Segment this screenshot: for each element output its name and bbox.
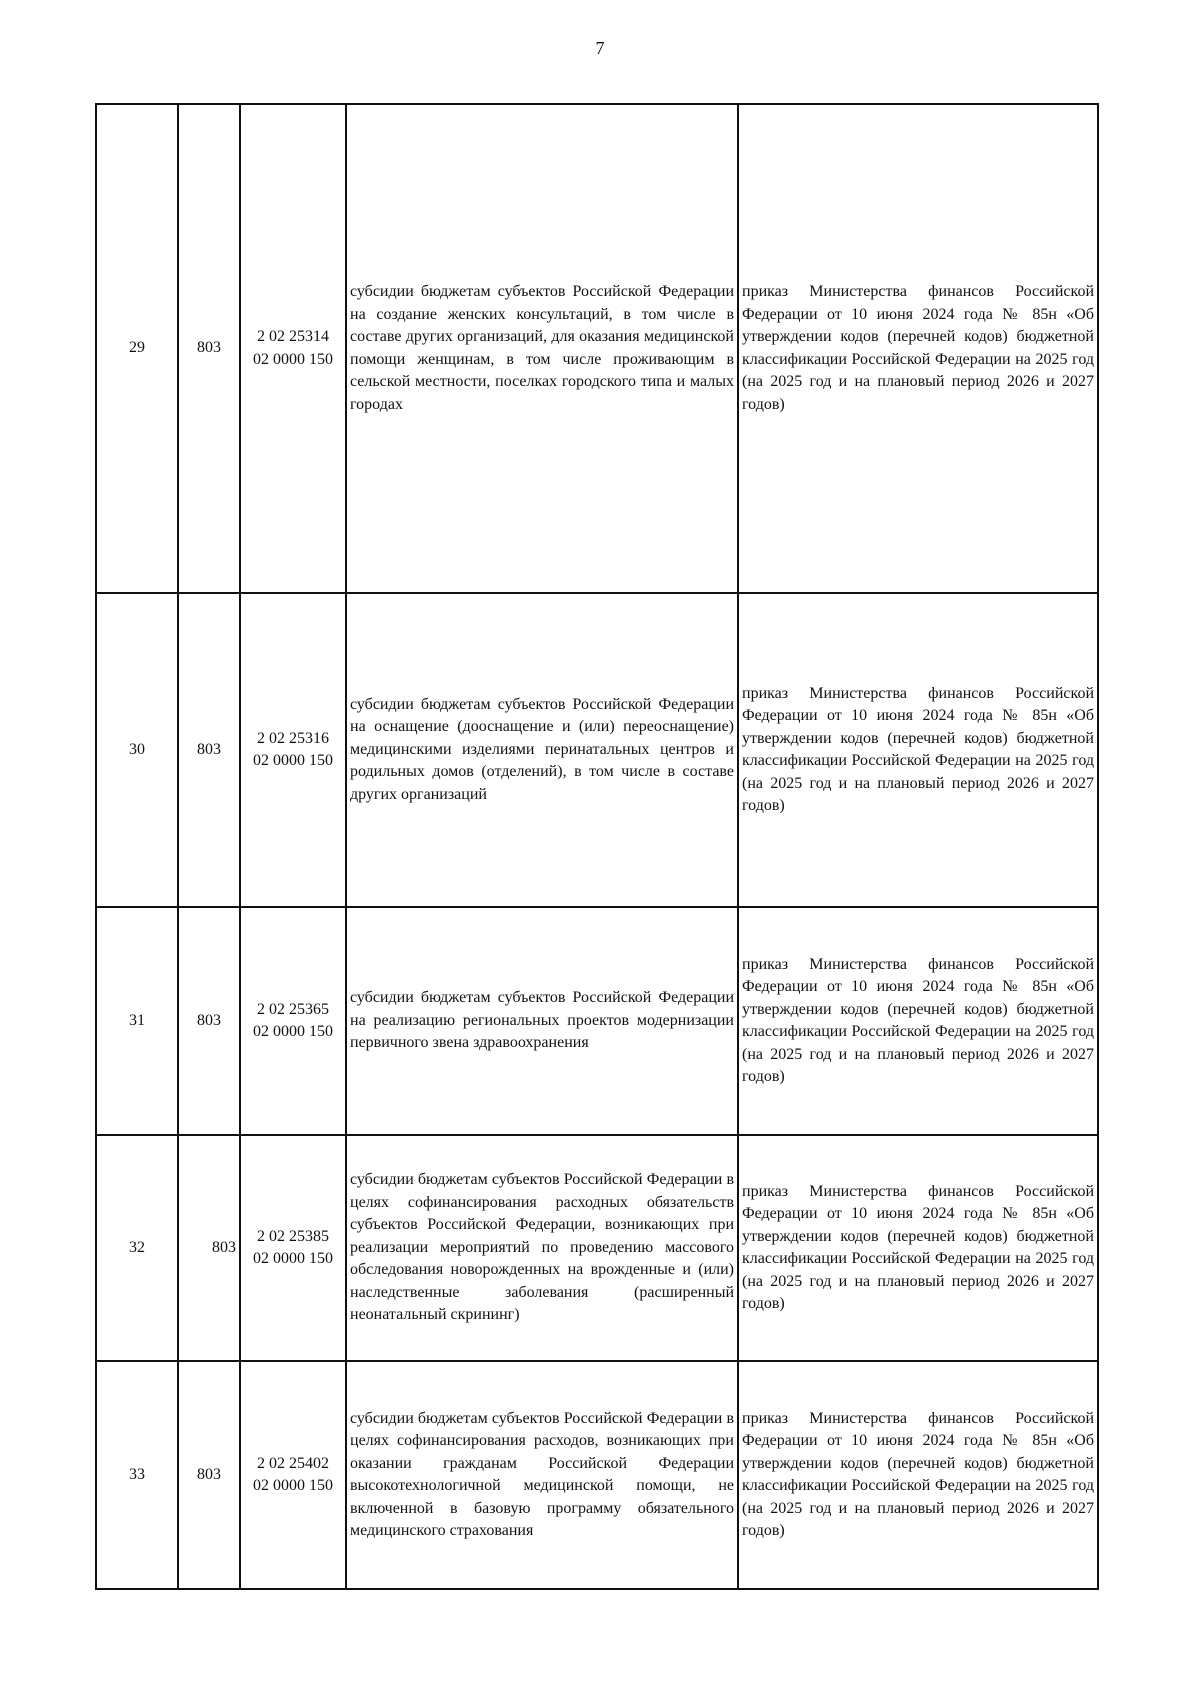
table-row [96,593,1098,907]
budget-code [240,104,346,593]
budget-code-line1: 2 02 25316 [257,729,329,747]
revenue-name: субсидии бюджетам субъектов Российской Федерации на реализацию региональных проектов модернизации первичного звена здравоохранения [346,907,738,1135]
budget-code [240,1135,346,1361]
budget-code-line2: 02 0000 150 [253,752,333,769]
revenue-name: субсидии бюджетам субъектов Российской Федерации в целях софинансирования расходов, возникающих при оказании гражданам Российской Федерации высокотехнологичной медицинской помощи, не включенной в базовую программу обязательного медицинского страхования [346,1361,738,1589]
revenue-name: субсидии бюджетам субъектов Российской Федерации в целях софинансирования расходных обязательств субъектов Российской Федерации, возникающих при реализации мероприятий по проведению массового обследования новорожденных на врожденные и (или) наследственные заболевания (расширенный неонатальный скрининг) [346,1135,738,1361]
budget-code [240,907,346,1135]
admin-code: 803 [178,1135,240,1361]
table-row [96,1135,1098,1361]
page-number: 7 [595,38,605,58]
legal-basis: приказ Министерства финансов Российской Федерации от 10 июня 2024 года № 85н «Об утверждении кодов (перечней кодов) бюджетной классификации Российской Федерации на 2025 год (на 2025 год и на плановый период 2026 и 2027 годов) [738,104,1098,593]
budget-code-line1: 2 02 25385 [257,1227,329,1245]
row-number: 31 [96,907,178,1135]
budget-code-line1: 2 02 25365 [257,1000,329,1018]
table-row [96,907,1098,1135]
revenue-name: субсидии бюджетам субъектов Российской Федерации на создание женских консультаций, в том числе в составе других организаций, для оказания медицинской помощи женщинам, в том числе проживающим в сельской местности, поселках городского типа и малых городах [346,104,738,593]
legal-basis: приказ Министерства финансов Российской Федерации от 10 июня 2024 года № 85н «Об утверждении кодов (перечней кодов) бюджетной классификации Российской Федерации на 2025 год (на 2025 год и на плановый период 2026 и 2027 годов) [738,907,1098,1135]
budget-classification-table [95,103,1099,1590]
budget-code-line2: 02 0000 150 [253,1023,333,1040]
budget-code-line1: 2 02 25402 [257,1454,329,1472]
admin-code: 803 [178,593,240,907]
budget-code [240,593,346,907]
legal-basis: приказ Министерства финансов Российской Федерации от 10 июня 2024 года № 85н «Об утверждении кодов (перечней кодов) бюджетной классификации Российской Федерации на 2025 год (на 2025 год и на плановый период 2026 и 2027 годов) [738,1361,1098,1589]
budget-code-line1: 2 02 25314 [257,328,329,345]
budget-code-line2: 02 0000 150 [253,1250,333,1267]
admin-code: 803 [178,1361,240,1589]
row-number: 33 [96,1361,178,1589]
admin-code: 803 [178,907,240,1135]
legal-basis: приказ Министерства финансов Российской Федерации от 10 июня 2024 года № 85н «Об утверждении кодов (перечней кодов) бюджетной классификации Российской Федерации на 2025 год (на 2025 год и на плановый период 2026 и 2027 годов) [738,593,1098,907]
admin-code: 803 [178,104,240,593]
row-number: 30 [96,593,178,907]
table-row [96,104,1098,593]
revenue-name: субсидии бюджетам субъектов Российской Федерации на оснащение (дооснащение и (или) переоснащение) медицинскими изделиями перинатальных центров и родильных домов (отделений), в том числе в составе других организаций [346,593,738,907]
budget-code-line2: 02 0000 150 [253,1477,333,1494]
legal-basis: приказ Министерства финансов Российской Федерации от 10 июня 2024 года № 85н «Об утверждении кодов (перечней кодов) бюджетной классификации Российской Федерации на 2025 год (на 2025 год и на плановый период 2026 и 2027 годов) [738,1135,1098,1361]
table-row [96,1361,1098,1589]
row-number: 32 [96,1135,178,1361]
row-number: 29 [96,104,178,593]
budget-code [240,1361,346,1589]
budget-code-line2: 02 0000 150 [253,350,333,368]
